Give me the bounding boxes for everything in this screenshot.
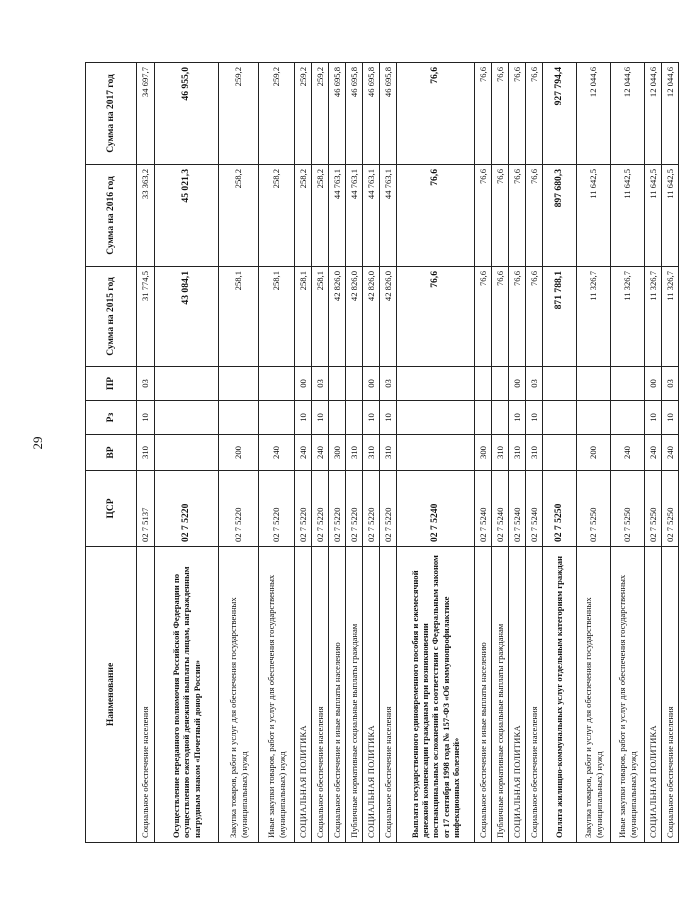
row-csr: 02 7 5137 (137, 471, 155, 547)
row-csr: 02 7 5220 (155, 471, 219, 547)
row-csr: 02 7 5240 (509, 471, 526, 547)
row-rz (346, 401, 363, 435)
row-csr: 02 7 5240 (492, 471, 509, 547)
table-row (137, 63, 155, 843)
table-row (492, 63, 509, 843)
row-vr: 240 (295, 435, 312, 471)
row-rz (577, 401, 611, 435)
row-name: СОЦИАЛЬНАЯ ПОЛИТИКА (645, 547, 662, 843)
row-name: Закупка товаров, работ и услуг для обеспечения государственных (муниципальных) нужд (219, 547, 259, 843)
row-sum-2017: 46 695,8 (363, 63, 380, 165)
row-csr: 02 7 5220 (380, 471, 397, 547)
header-sum-2017: Сумма на 2017 год (86, 63, 137, 165)
row-pr: 00 (363, 367, 380, 401)
row-sum-2015: 76,6 (509, 267, 526, 367)
row-csr: 02 7 5240 (397, 471, 475, 547)
row-rz (397, 401, 475, 435)
row-rz (155, 401, 219, 435)
row-rz: 10 (137, 401, 155, 435)
header-pr: ПР (86, 367, 137, 401)
row-pr (259, 367, 295, 401)
row-csr: 02 7 5250 (543, 471, 577, 547)
row-rz (219, 401, 259, 435)
row-pr: 03 (137, 367, 155, 401)
table-row (611, 63, 645, 843)
row-sum-2015: 11 326,7 (662, 267, 679, 367)
row-name: СОЦИАЛЬНАЯ ПОЛИТИКА (509, 547, 526, 843)
row-name: Оплата жилищно-коммунальных услуг отдельным категориям граждан (543, 547, 577, 843)
row-pr (397, 367, 475, 401)
row-name: Социальное обеспечение и иные выплаты населению (329, 547, 346, 843)
row-sum-2016: 11 642,5 (645, 165, 662, 267)
row-sum-2015: 43 084,1 (155, 267, 219, 367)
row-pr (329, 367, 346, 401)
row-csr: 02 7 5220 (312, 471, 329, 547)
row-pr (346, 367, 363, 401)
row-pr: 03 (312, 367, 329, 401)
row-sum-2015: 42 826,0 (380, 267, 397, 367)
row-rz (611, 401, 645, 435)
row-name: Выплата государственного единовременного пособия и ежемесячной денежной компенсации гражданам при возникновении поствакцинальных осложнений в соответствии с Федеральным законом от 17 сентября 1998 года № 157-ФЗ «Об иммунопрофилактике инфекционных болезней» (397, 547, 475, 843)
table-row (259, 63, 295, 843)
row-sum-2017: 12 044,6 (611, 63, 645, 165)
row-csr: 02 7 5250 (645, 471, 662, 547)
row-vr: 310 (526, 435, 543, 471)
table-row (346, 63, 363, 843)
row-sum-2015: 42 826,0 (363, 267, 380, 367)
row-sum-2016: 76,6 (492, 165, 509, 267)
table-row (475, 63, 492, 843)
row-sum-2017: 76,6 (492, 63, 509, 165)
row-sum-2016: 258,2 (219, 165, 259, 267)
row-sum-2015: 258,1 (312, 267, 329, 367)
row-csr: 02 7 5220 (219, 471, 259, 547)
row-pr: 00 (295, 367, 312, 401)
row-name: Осуществление переданного полномочия Российской Федерации по осуществлению ежегодной денежной выплаты лицам, награжденным нагрудным знаком «Почетный донор России» (155, 547, 219, 843)
row-csr: 02 7 5220 (363, 471, 380, 547)
row-pr: 00 (645, 367, 662, 401)
row-vr (397, 435, 475, 471)
header-name: Наименование (86, 547, 137, 843)
row-sum-2017: 259,2 (295, 63, 312, 165)
table-row (295, 63, 312, 843)
row-sum-2015: 258,1 (219, 267, 259, 367)
row-sum-2017: 12 044,6 (662, 63, 679, 165)
row-rz: 10 (380, 401, 397, 435)
row-vr: 240 (259, 435, 295, 471)
row-pr (219, 367, 259, 401)
row-pr: 03 (526, 367, 543, 401)
row-vr: 200 (219, 435, 259, 471)
row-sum-2015: 76,6 (526, 267, 543, 367)
row-sum-2017: 12 044,6 (645, 63, 662, 165)
row-sum-2016: 76,6 (475, 165, 492, 267)
row-rz: 10 (526, 401, 543, 435)
row-name: Социальное обеспечение населения (137, 547, 155, 843)
header-rz: Рз (86, 401, 137, 435)
row-rz: 10 (509, 401, 526, 435)
row-vr: 310 (509, 435, 526, 471)
row-name: Иные закупки товаров, работ и услуг для обеспечения государственных (муниципальных) нужд (611, 547, 645, 843)
row-sum-2015: 42 826,0 (329, 267, 346, 367)
row-sum-2017: 259,2 (259, 63, 295, 165)
row-sum-2016: 45 021,3 (155, 165, 219, 267)
budget-table (85, 62, 679, 843)
row-rz (492, 401, 509, 435)
row-name: СОЦИАЛЬНАЯ ПОЛИТИКА (363, 547, 380, 843)
row-sum-2015: 76,6 (492, 267, 509, 367)
row-name: Социальное обеспечение населения (380, 547, 397, 843)
table-row (363, 63, 380, 843)
row-name: Закупка товаров, работ и услуг для обеспечения государственных (муниципальных) нужд (577, 547, 611, 843)
row-sum-2015: 76,6 (397, 267, 475, 367)
header-sum-2016: Сумма на 2016 год (86, 165, 137, 267)
row-sum-2016: 44 763,1 (346, 165, 363, 267)
row-pr: 03 (662, 367, 679, 401)
row-name: Иные закупки товаров, работ и услуг для обеспечения государственных (муниципальных) нужд (259, 547, 295, 843)
table-row (577, 63, 611, 843)
row-sum-2016: 258,2 (259, 165, 295, 267)
table-row (526, 63, 543, 843)
page-number: 29 (30, 436, 45, 450)
row-sum-2017: 12 044,6 (577, 63, 611, 165)
row-sum-2016: 44 763,1 (380, 165, 397, 267)
table-row (397, 63, 475, 843)
row-sum-2017: 259,2 (219, 63, 259, 165)
row-csr: 02 7 5220 (346, 471, 363, 547)
row-vr: 240 (312, 435, 329, 471)
row-vr: 300 (329, 435, 346, 471)
row-csr: 02 7 5220 (295, 471, 312, 547)
row-pr (611, 367, 645, 401)
row-rz: 10 (363, 401, 380, 435)
row-vr (543, 435, 577, 471)
row-csr: 02 7 5240 (526, 471, 543, 547)
row-pr: 00 (509, 367, 526, 401)
row-name: Социальное обеспечение населения (526, 547, 543, 843)
row-rz (475, 401, 492, 435)
row-csr: 02 7 5220 (329, 471, 346, 547)
row-sum-2016: 44 763,1 (329, 165, 346, 267)
row-sum-2015: 11 326,7 (611, 267, 645, 367)
row-sum-2017: 76,6 (526, 63, 543, 165)
row-vr: 240 (611, 435, 645, 471)
row-sum-2016: 44 763,1 (363, 165, 380, 267)
table-row (219, 63, 259, 843)
row-sum-2015: 11 326,7 (645, 267, 662, 367)
row-vr: 300 (475, 435, 492, 471)
header-sum-2015: Сумма на 2015 год (86, 267, 137, 367)
row-name: Публичные нормативные социальные выплаты гражданам (346, 547, 363, 843)
row-sum-2016: 11 642,5 (662, 165, 679, 267)
row-vr: 310 (380, 435, 397, 471)
table-row (645, 63, 662, 843)
row-sum-2017: 46 955,0 (155, 63, 219, 165)
row-sum-2016: 897 680,3 (543, 165, 577, 267)
row-sum-2016: 76,6 (526, 165, 543, 267)
row-sum-2016: 33 363,2 (137, 165, 155, 267)
row-rz: 10 (662, 401, 679, 435)
row-pr (155, 367, 219, 401)
row-sum-2017: 76,6 (509, 63, 526, 165)
row-rz (259, 401, 295, 435)
row-rz: 10 (312, 401, 329, 435)
row-sum-2017: 34 697,7 (137, 63, 155, 165)
row-rz (329, 401, 346, 435)
row-sum-2016: 258,2 (295, 165, 312, 267)
row-sum-2016: 11 642,5 (577, 165, 611, 267)
row-rz (543, 401, 577, 435)
row-sum-2015: 871 788,1 (543, 267, 577, 367)
row-csr: 02 7 5240 (475, 471, 492, 547)
rotated-page (85, 63, 675, 843)
row-sum-2017: 46 695,8 (346, 63, 363, 165)
table-header-row (86, 63, 137, 843)
table-row (380, 63, 397, 843)
row-vr: 240 (645, 435, 662, 471)
row-sum-2017: 46 695,8 (329, 63, 346, 165)
row-name: Социальное обеспечение населения (662, 547, 679, 843)
row-sum-2015: 42 826,0 (346, 267, 363, 367)
row-sum-2015: 76,6 (475, 267, 492, 367)
row-name: Публичные нормативные социальные выплаты гражданам (492, 547, 509, 843)
table-row (509, 63, 526, 843)
row-sum-2017: 76,6 (475, 63, 492, 165)
row-sum-2016: 11 642,5 (611, 165, 645, 267)
table-row (155, 63, 219, 843)
row-vr: 310 (137, 435, 155, 471)
row-sum-2015: 11 326,7 (577, 267, 611, 367)
table-row (329, 63, 346, 843)
row-rz: 10 (295, 401, 312, 435)
row-rz: 10 (645, 401, 662, 435)
row-csr: 02 7 5250 (611, 471, 645, 547)
row-sum-2017: 46 695,8 (380, 63, 397, 165)
header-csr: ЦСР (86, 471, 137, 547)
row-vr: 310 (492, 435, 509, 471)
table-row (662, 63, 679, 843)
row-csr: 02 7 5250 (577, 471, 611, 547)
row-csr: 02 7 5220 (259, 471, 295, 547)
row-name: Социальное обеспечение и иные выплаты населению (475, 547, 492, 843)
row-vr (155, 435, 219, 471)
row-pr: 03 (380, 367, 397, 401)
row-name: СОЦИАЛЬНАЯ ПОЛИТИКА (295, 547, 312, 843)
table-row (312, 63, 329, 843)
row-name: Социальное обеспечение населения (312, 547, 329, 843)
row-vr: 310 (363, 435, 380, 471)
row-vr: 240 (662, 435, 679, 471)
row-sum-2016: 258,2 (312, 165, 329, 267)
row-sum-2017: 76,6 (397, 63, 475, 165)
row-sum-2015: 258,1 (259, 267, 295, 367)
row-sum-2017: 259,2 (312, 63, 329, 165)
table-row (543, 63, 577, 843)
row-sum-2015: 258,1 (295, 267, 312, 367)
row-sum-2017: 927 794,4 (543, 63, 577, 165)
row-csr: 02 7 5250 (662, 471, 679, 547)
row-sum-2015: 31 774,5 (137, 267, 155, 367)
row-pr (475, 367, 492, 401)
row-pr (492, 367, 509, 401)
row-vr: 200 (577, 435, 611, 471)
row-vr: 310 (346, 435, 363, 471)
row-pr (543, 367, 577, 401)
row-pr (577, 367, 611, 401)
row-sum-2016: 76,6 (397, 165, 475, 267)
row-sum-2016: 76,6 (509, 165, 526, 267)
header-vr: ВР (86, 435, 137, 471)
